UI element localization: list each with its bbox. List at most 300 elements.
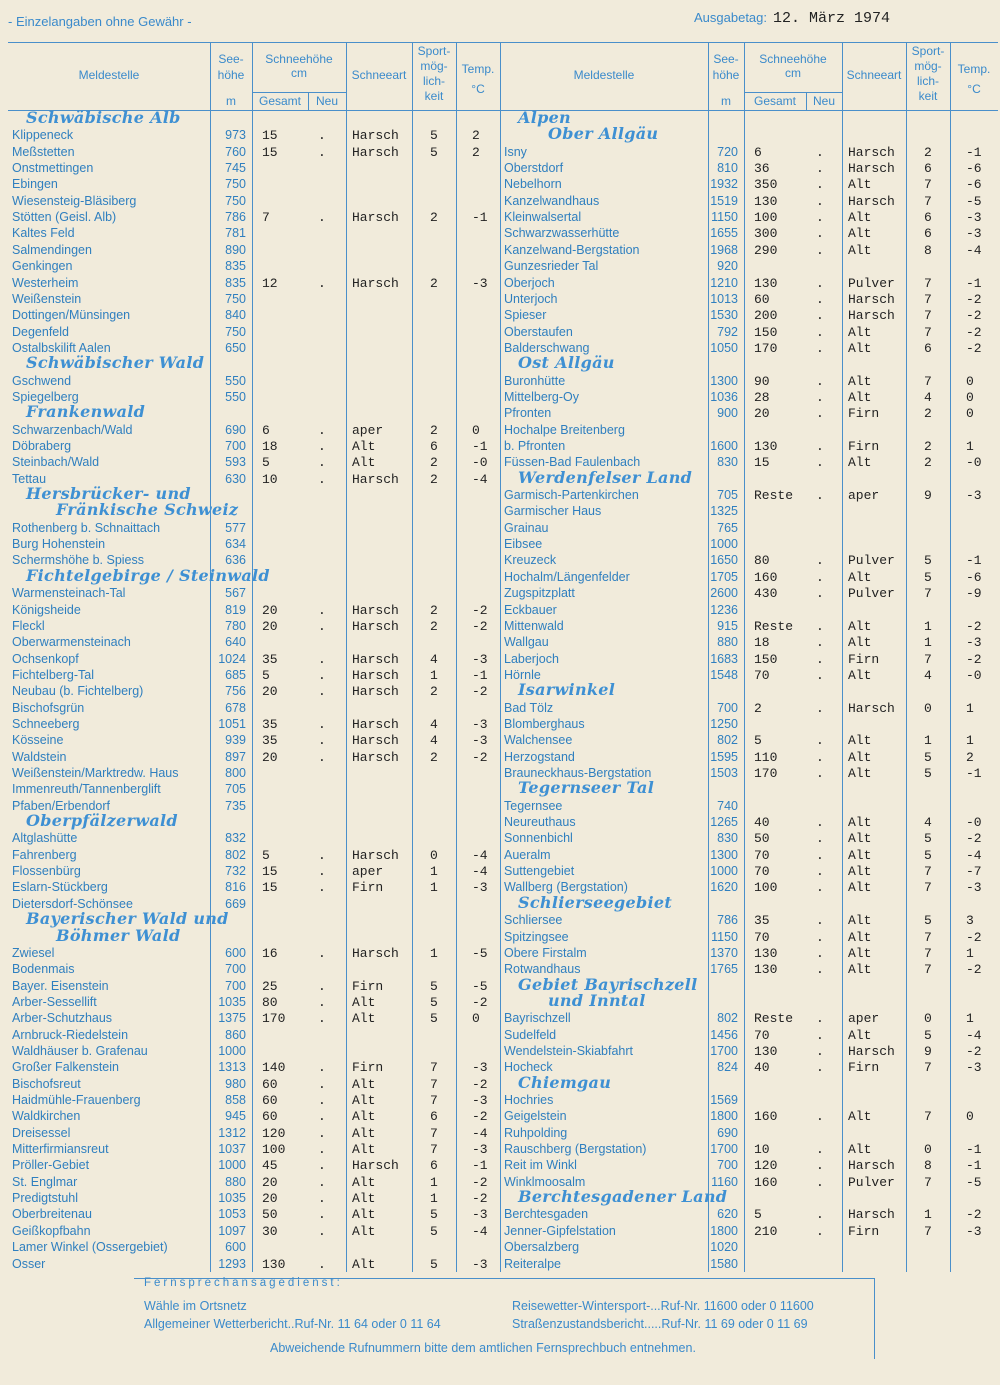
left-region-heading: Schwäbischer Wald bbox=[26, 353, 205, 373]
sport-rating: 7 bbox=[924, 193, 932, 209]
elevation: 835 bbox=[225, 259, 246, 274]
snow-type: Alt bbox=[352, 439, 376, 454]
temperature: -3 bbox=[966, 635, 982, 651]
snow-type: aper bbox=[352, 422, 384, 438]
elevation: 1325 bbox=[710, 504, 738, 519]
station-name: Aueralm bbox=[504, 847, 551, 862]
snow-depth-new: . bbox=[816, 667, 824, 683]
telephone-service-box bbox=[134, 1278, 875, 1359]
snow-depth-total: 160 bbox=[754, 1174, 778, 1190]
temperature: -4 bbox=[966, 1027, 982, 1043]
station-name: Kanzelwand-Bergstation bbox=[504, 242, 640, 257]
footer-heading: Fernsprechansagedienst: bbox=[144, 1277, 343, 1289]
station-name: Schliersee bbox=[504, 913, 563, 928]
temperature: -3 bbox=[966, 210, 982, 226]
sport-rating: 7 bbox=[924, 651, 932, 667]
sport-rating: 2 bbox=[924, 406, 932, 422]
snow-depth-total: 2 bbox=[754, 700, 762, 716]
elevation: 600 bbox=[225, 945, 246, 960]
snow-type: Harsch bbox=[352, 651, 399, 667]
station-name: Westerheim bbox=[12, 275, 79, 290]
right-table-row bbox=[0, 603, 1000, 619]
right-table-row bbox=[0, 831, 1000, 847]
footer-line-3: Reisewetter-Wintersport-...Ruf-Nr. 11600 oder 0 11600 bbox=[512, 1299, 814, 1313]
elevation: 858 bbox=[225, 1093, 246, 1107]
sport-rating: 7 bbox=[924, 586, 932, 602]
station-name: Sudelfeld bbox=[504, 1027, 557, 1042]
snow-depth-new: . bbox=[318, 602, 326, 618]
snow-type: Harsch bbox=[848, 291, 895, 307]
temperature: -2 bbox=[472, 618, 488, 634]
elevation: 824 bbox=[717, 1060, 738, 1075]
temperature: -3 bbox=[966, 880, 982, 896]
right-table-row bbox=[0, 733, 1000, 749]
snow-depth-total: 130 bbox=[754, 945, 778, 961]
left-hdr-schneeart: Schneeart bbox=[351, 68, 407, 82]
sport-rating: 8 bbox=[924, 1158, 932, 1174]
station-name: Jenner-Gipfelstation bbox=[504, 1223, 616, 1238]
station-name: Pfronten bbox=[504, 406, 552, 421]
station-name: Ebingen bbox=[12, 177, 58, 192]
snow-depth-total: 18 bbox=[754, 635, 770, 651]
snow-depth-new: . bbox=[318, 1174, 326, 1190]
snow-depth-new: . bbox=[318, 275, 326, 291]
snow-depth-new: . bbox=[816, 340, 824, 356]
elevation: 2600 bbox=[710, 586, 738, 601]
right-table-row bbox=[0, 1126, 1000, 1142]
temperature: -1 bbox=[966, 144, 982, 160]
snow-depth-new: . bbox=[816, 242, 824, 258]
elevation: 750 bbox=[225, 291, 246, 306]
sport-rating: 1 bbox=[924, 1207, 932, 1223]
right-table-row bbox=[0, 913, 1000, 929]
station-name: Arber-Sessellift bbox=[12, 994, 97, 1009]
snow-type: Alt bbox=[352, 1109, 376, 1125]
snow-depth-total: 170 bbox=[262, 1011, 286, 1027]
temperature: -2 bbox=[966, 1043, 982, 1059]
snow-type: Harsch bbox=[352, 945, 399, 961]
sport-rating: 7 bbox=[924, 945, 932, 961]
snow-depth-total: 12 bbox=[262, 275, 278, 291]
right-table-row bbox=[0, 1060, 1000, 1076]
left-table-row bbox=[0, 995, 1000, 1011]
snow-type: Harsch bbox=[352, 275, 399, 291]
station-name: Tegernsee bbox=[504, 798, 563, 813]
right-table-row bbox=[0, 259, 1000, 275]
right-table-row bbox=[0, 210, 1000, 226]
station-name: Kaltes Feld bbox=[12, 226, 75, 241]
temperature: -1 bbox=[472, 667, 488, 683]
elevation: 678 bbox=[225, 700, 246, 715]
elevation: 720 bbox=[717, 144, 738, 159]
right-table-row bbox=[0, 390, 1000, 406]
snow-depth-total: 80 bbox=[754, 553, 770, 569]
station-name: Degenfeld bbox=[12, 324, 69, 339]
station-name: Spiegelberg bbox=[12, 389, 79, 404]
temperature: -4 bbox=[472, 847, 488, 863]
sport-rating: 4 bbox=[924, 815, 932, 831]
temperature: -1 bbox=[472, 210, 488, 226]
sport-rating: 7 bbox=[924, 962, 932, 978]
temperature: 0 bbox=[472, 1011, 480, 1027]
temperature: -5 bbox=[472, 978, 488, 994]
right-region-heading: Werdenfelser Land bbox=[518, 467, 693, 487]
station-name: Fichtelberg-Tal bbox=[12, 667, 94, 682]
right-table-row bbox=[0, 226, 1000, 242]
snow-depth-new: . bbox=[816, 913, 824, 929]
temperature: -3 bbox=[966, 488, 982, 504]
snow-depth-total: 35 bbox=[262, 716, 278, 732]
station-name: Unterjoch bbox=[504, 291, 558, 306]
station-name: Arnbruck-Riedelstein bbox=[12, 1027, 129, 1042]
right-region-heading: Chiemgau bbox=[518, 1072, 612, 1092]
snow-depth-total: 5 bbox=[262, 455, 270, 471]
snow-depth-total: 10 bbox=[754, 1142, 770, 1158]
temperature: -6 bbox=[966, 161, 982, 177]
station-name: Neubau (b. Fichtelberg) bbox=[12, 684, 144, 699]
right-hdr-sport: Sport- bbox=[911, 44, 945, 58]
station-name: Mitterfirmiansreut bbox=[12, 1142, 109, 1157]
snow-depth-total: 50 bbox=[262, 1207, 278, 1223]
snow-depth-new: . bbox=[816, 1207, 824, 1223]
station-name: b. Pfronten bbox=[504, 439, 566, 453]
left-hdr-sport: mög- bbox=[420, 59, 448, 73]
right-table-row bbox=[0, 799, 1000, 815]
temperature: 0 bbox=[472, 422, 480, 438]
snow-depth-total: 5 bbox=[754, 1207, 762, 1223]
station-name: Immenreuth/Tannenberglift bbox=[12, 782, 161, 797]
elevation: 750 bbox=[225, 324, 246, 339]
snow-depth-new: . bbox=[816, 945, 824, 961]
elevation: 1000 bbox=[710, 537, 738, 552]
sport-rating: 2 bbox=[430, 275, 438, 291]
sport-rating: 5 bbox=[430, 1223, 438, 1239]
temperature: -2 bbox=[966, 831, 982, 847]
sport-rating: 0 bbox=[430, 847, 438, 863]
elevation: 690 bbox=[225, 422, 246, 437]
elevation: 786 bbox=[225, 210, 246, 225]
right-hdr-temp: °C bbox=[967, 82, 981, 96]
snow-depth-new: . bbox=[816, 488, 824, 504]
snow-type: Firn bbox=[848, 1223, 880, 1239]
station-name: Meßstetten bbox=[12, 144, 75, 159]
elevation: 800 bbox=[225, 766, 246, 780]
snow-type: Alt bbox=[848, 913, 872, 929]
sport-rating: 1 bbox=[430, 945, 438, 961]
right-neu-divider bbox=[806, 92, 807, 110]
station-name: Ostalbskilift Aalen bbox=[12, 340, 111, 355]
snow-depth-total: 35 bbox=[754, 913, 770, 929]
elevation: 705 bbox=[225, 782, 246, 797]
sport-rating: 4 bbox=[924, 667, 932, 683]
left-region-heading: Fränkische Schweiz bbox=[56, 500, 239, 520]
snow-type: Alt bbox=[848, 373, 872, 389]
elevation: 1370 bbox=[710, 945, 738, 960]
temperature: -2 bbox=[472, 1109, 488, 1125]
snow-depth-new: . bbox=[816, 569, 824, 585]
elevation: 1800 bbox=[710, 1223, 738, 1238]
right-table-row bbox=[0, 308, 1000, 324]
snow-depth-new: . bbox=[816, 144, 824, 160]
station-name: Zugspitzplatt bbox=[504, 586, 575, 601]
temperature: 0 bbox=[966, 1109, 974, 1125]
left-table-row bbox=[0, 782, 1000, 798]
right-table-row bbox=[0, 455, 1000, 471]
snow-depth-total: 20 bbox=[754, 406, 770, 422]
temperature: -1 bbox=[966, 275, 982, 291]
right-hdr-seehoehe: See- bbox=[713, 52, 739, 66]
station-name: Herzogstand bbox=[504, 749, 575, 764]
snow-depth-total: 50 bbox=[754, 831, 770, 847]
right-table-row bbox=[0, 848, 1000, 864]
snow-type: Alt bbox=[848, 340, 872, 356]
station-name: Predigtstuhl bbox=[12, 1191, 79, 1206]
station-name: Bayer. Eisenstein bbox=[12, 978, 109, 993]
snow-depth-total: 35 bbox=[262, 733, 278, 749]
right-table-row bbox=[0, 1093, 1000, 1109]
temperature: -7 bbox=[966, 864, 982, 880]
elevation: 1569 bbox=[710, 1093, 738, 1107]
elevation: 1236 bbox=[710, 602, 738, 617]
right-table-row bbox=[0, 815, 1000, 831]
snow-depth-new: . bbox=[816, 324, 824, 340]
elevation: 700 bbox=[717, 700, 738, 715]
elevation: 973 bbox=[225, 128, 246, 143]
station-name: Wallberg (Bergstation) bbox=[504, 880, 628, 895]
snow-depth-new: . bbox=[318, 618, 326, 634]
snow-type: Firn bbox=[352, 1060, 384, 1076]
sport-rating: 2 bbox=[924, 455, 932, 471]
snow-type: Harsch bbox=[352, 210, 399, 226]
snow-depth-new: . bbox=[318, 471, 326, 487]
snow-type: Alt bbox=[848, 667, 872, 683]
sport-rating: 2 bbox=[430, 455, 438, 471]
elevation: 1050 bbox=[710, 340, 738, 355]
right-region-heading: Ober Allgäu bbox=[548, 124, 659, 144]
station-name: Grainau bbox=[504, 520, 549, 535]
station-name: Laberjoch bbox=[504, 651, 559, 666]
elevation: 750 bbox=[225, 193, 246, 208]
right-hdr-schneehoehe: Schneehöhe bbox=[759, 52, 827, 66]
snow-type: Alt bbox=[848, 389, 872, 405]
elevation: 1600 bbox=[710, 439, 738, 453]
temperature: -4 bbox=[472, 1223, 488, 1239]
sport-rating: 7 bbox=[924, 324, 932, 340]
snow-depth-new: . bbox=[816, 161, 824, 177]
sport-rating: 7 bbox=[430, 1076, 438, 1092]
elevation: 830 bbox=[717, 455, 738, 470]
snow-depth-new: . bbox=[816, 962, 824, 978]
temperature: -4 bbox=[472, 1125, 488, 1141]
sport-rating: 1 bbox=[924, 635, 932, 651]
right-table-row bbox=[0, 194, 1000, 210]
sport-rating: 6 bbox=[430, 439, 438, 454]
footer-note: Abweichende Rufnummern bitte dem amtlichen Fernsprechbuch entnehmen. bbox=[270, 1341, 696, 1355]
temperature: -3 bbox=[472, 1060, 488, 1076]
sport-rating: 4 bbox=[924, 389, 932, 405]
sport-rating: 1 bbox=[430, 864, 438, 880]
elevation: 939 bbox=[225, 733, 246, 748]
snow-depth-new: . bbox=[318, 847, 326, 863]
right-table-row bbox=[0, 962, 1000, 978]
left-neu-divider bbox=[308, 92, 309, 110]
elevation: 634 bbox=[225, 537, 246, 552]
sport-rating: 1 bbox=[430, 1174, 438, 1190]
snow-type: Pulver bbox=[848, 586, 895, 602]
elevation: 980 bbox=[225, 1076, 246, 1091]
station-name: Winklmoosalm bbox=[504, 1174, 586, 1189]
snow-depth-total: 100 bbox=[754, 880, 778, 896]
sport-rating: 7 bbox=[924, 291, 932, 307]
temperature: -2 bbox=[472, 749, 488, 765]
temperature: -2 bbox=[472, 1076, 488, 1092]
temperature: -3 bbox=[472, 1207, 488, 1223]
elevation: 880 bbox=[717, 635, 738, 650]
snow-depth-total: 20 bbox=[262, 684, 278, 700]
temperature: -5 bbox=[472, 945, 488, 961]
elevation: 920 bbox=[717, 259, 738, 274]
snow-type: Alt bbox=[848, 766, 872, 781]
elevation: 732 bbox=[225, 864, 246, 879]
temperature: -3 bbox=[966, 1223, 982, 1239]
station-name: Mittenwald bbox=[504, 618, 564, 633]
elevation: 1650 bbox=[710, 553, 738, 568]
snow-depth-new: . bbox=[816, 389, 824, 405]
sport-rating: 9 bbox=[924, 1043, 932, 1059]
snow-depth-total: 140 bbox=[262, 1060, 286, 1076]
sport-rating: 5 bbox=[430, 1011, 438, 1027]
sport-rating: 7 bbox=[924, 1060, 932, 1076]
snow-depth-new: . bbox=[816, 586, 824, 602]
elevation: 1000 bbox=[218, 1158, 246, 1173]
elevation: 1519 bbox=[710, 193, 738, 208]
snow-depth-new: . bbox=[816, 1011, 824, 1027]
snow-type: Alt bbox=[352, 1174, 376, 1190]
right-table-row bbox=[0, 177, 1000, 193]
snow-depth-total: 70 bbox=[754, 667, 770, 683]
right-hdr-schneeart: Schneeart bbox=[846, 68, 902, 82]
left-hdr-temp: Temp. bbox=[461, 62, 495, 76]
elevation: 802 bbox=[717, 1011, 738, 1026]
right-table-row bbox=[0, 292, 1000, 308]
snow-depth-new: . bbox=[318, 1223, 326, 1239]
elevation: 600 bbox=[225, 1240, 246, 1255]
sport-rating: 5 bbox=[924, 553, 932, 569]
snow-type: Alt bbox=[352, 1076, 376, 1092]
right-table-row bbox=[0, 766, 1000, 782]
snow-type: Alt bbox=[352, 1142, 376, 1158]
sport-rating: 5 bbox=[924, 831, 932, 847]
footer-line-1: Wähle im Ortsnetz bbox=[144, 1299, 247, 1313]
snow-depth-total: 160 bbox=[754, 1109, 778, 1125]
snow-depth-total: 170 bbox=[754, 340, 778, 356]
temperature: -2 bbox=[966, 651, 982, 667]
right-table-row bbox=[0, 717, 1000, 733]
station-name: Waldstein bbox=[12, 749, 67, 764]
elevation: 1655 bbox=[710, 226, 738, 241]
snow-depth-new: . bbox=[318, 1191, 326, 1207]
left-region-heading: Bayerischer Wald und bbox=[26, 909, 229, 929]
right-top-rule bbox=[500, 42, 998, 43]
elevation: 705 bbox=[717, 488, 738, 503]
snow-depth-new: . bbox=[816, 1223, 824, 1239]
sport-rating: 7 bbox=[924, 308, 932, 324]
elevation: 700 bbox=[225, 439, 246, 453]
snow-type: Alt bbox=[848, 864, 872, 880]
station-name: Pfaben/Erbendorf bbox=[12, 798, 110, 813]
right-table-row bbox=[0, 570, 1000, 586]
snow-depth-total: 20 bbox=[262, 602, 278, 618]
station-name: Eslarn-Stückberg bbox=[12, 880, 108, 895]
temperature: -2 bbox=[966, 1207, 982, 1223]
elevation: 1160 bbox=[711, 1174, 738, 1189]
left-hdr-seehoehe: höhe bbox=[217, 68, 245, 82]
elevation: 835 bbox=[225, 275, 246, 290]
station-name: Hochries bbox=[504, 1093, 554, 1107]
snow-depth-total: 45 bbox=[262, 1158, 278, 1174]
snow-depth-new: . bbox=[816, 1158, 824, 1174]
snow-depth-total: Reste bbox=[754, 618, 794, 634]
snow-depth-new: . bbox=[816, 749, 824, 765]
temperature: 1 bbox=[966, 1011, 974, 1027]
station-name: Rotwandhaus bbox=[504, 962, 581, 977]
snow-depth-total: 130 bbox=[754, 193, 778, 209]
snow-depth-total: 130 bbox=[754, 275, 778, 291]
snow-type: Alt bbox=[352, 455, 376, 471]
snow-type: Firn bbox=[848, 1060, 880, 1076]
station-name: Garmisch-Partenkirchen bbox=[504, 488, 639, 503]
elevation: 1210 bbox=[710, 275, 738, 290]
sport-rating: 0 bbox=[924, 1011, 932, 1027]
elevation: 810 bbox=[717, 161, 738, 176]
temperature: -5 bbox=[966, 1174, 982, 1190]
right-table-row bbox=[0, 1175, 1000, 1191]
snow-depth-new: . bbox=[318, 880, 326, 896]
station-name: Neureuthaus bbox=[504, 815, 576, 830]
right-table-row bbox=[0, 1158, 1000, 1174]
station-name: Schwarzwasserhütte bbox=[504, 226, 620, 241]
snow-type: Firn bbox=[352, 880, 384, 896]
right-hdr-seehoehe: höhe bbox=[712, 68, 740, 82]
snow-type: Harsch bbox=[848, 161, 895, 177]
snow-depth-total: 200 bbox=[754, 308, 778, 324]
right-hdr-gesamt: Gesamt bbox=[753, 94, 796, 108]
issue-date-label: Ausgabetag: bbox=[694, 10, 768, 25]
left-hdr-sport: lich- bbox=[422, 74, 445, 88]
station-name: Oberbreitenau bbox=[12, 1207, 92, 1222]
left-region-heading: Schwäbische Alb bbox=[26, 108, 181, 127]
sport-rating: 4 bbox=[430, 716, 438, 732]
right-table-row bbox=[0, 374, 1000, 390]
elevation: 1036 bbox=[710, 389, 738, 404]
elevation: 567 bbox=[225, 586, 246, 601]
sport-rating: 0 bbox=[924, 700, 932, 716]
snow-depth-new: . bbox=[816, 880, 824, 896]
station-name: Geißkopfbahn bbox=[12, 1223, 91, 1238]
snow-depth-total: 70 bbox=[754, 1027, 770, 1043]
station-name: Blomberghaus bbox=[504, 716, 585, 731]
snow-type: Alt bbox=[848, 177, 872, 193]
elevation: 740 bbox=[717, 798, 738, 813]
station-name: Waldhäuser b. Grafenau bbox=[12, 1043, 148, 1058]
station-name: Hochalpe Breitenberg bbox=[504, 422, 625, 437]
temperature: -2 bbox=[472, 602, 488, 618]
sport-rating: 6 bbox=[924, 161, 932, 177]
snow-depth-total: 35 bbox=[262, 651, 278, 667]
right-region-heading: Schlierseegebiet bbox=[518, 892, 673, 912]
snow-type: Alt bbox=[352, 1191, 376, 1207]
temperature: -2 bbox=[966, 929, 982, 945]
